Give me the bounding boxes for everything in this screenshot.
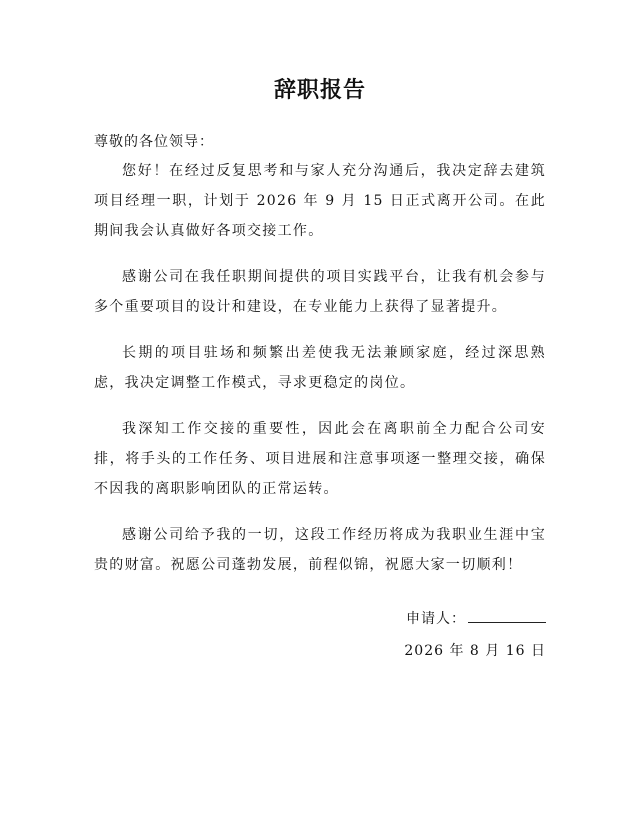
- paragraph-handover: 我深知工作交接的重要性，因此会在离职前全力配合公司安排，将手头的工作任务、项目进展和注意事项逐一整理交接，确保不因我的离职影响团队的正常运转。: [94, 421, 546, 497]
- paragraph-reason: 长期的项目驻场和频繁出差使我无法兼顾家庭，经过深思熟虑，我决定调整工作模式，寻求更稳定的岗位。: [94, 345, 546, 391]
- paragraph-thanks: 感谢公司在我任职期间提供的项目实践平台，让我有机会参与多个重要项目的设计和建设，在专业能力上获得了显著提升。: [94, 269, 546, 315]
- letter-date: 2026 年 8 月 16 日: [404, 643, 546, 659]
- letter-body: [94, 156, 546, 596]
- document-title: 辞职报告: [273, 78, 366, 103]
- salutation: 尊敬的各位领导：: [94, 134, 214, 150]
- signature-blank: [468, 608, 546, 623]
- signature-label: 申请人：: [406, 611, 466, 627]
- paragraph-greeting: 您好！在经过反复思考和与家人充分沟通后，我决定辞去建筑项目经理一职，计划于 2026 年 9 月 15 日正式离开公司。在此期间我会认真做好各项交接工作。: [94, 163, 546, 239]
- signature-line: [300, 604, 546, 634]
- paragraph-closing: 感谢公司给予我的一切，这段工作经历将成为我职业生涯中宝贵的财富。祝愿公司蓬勃发展，前程似锦，祝愿大家一切顺利！: [94, 527, 546, 573]
